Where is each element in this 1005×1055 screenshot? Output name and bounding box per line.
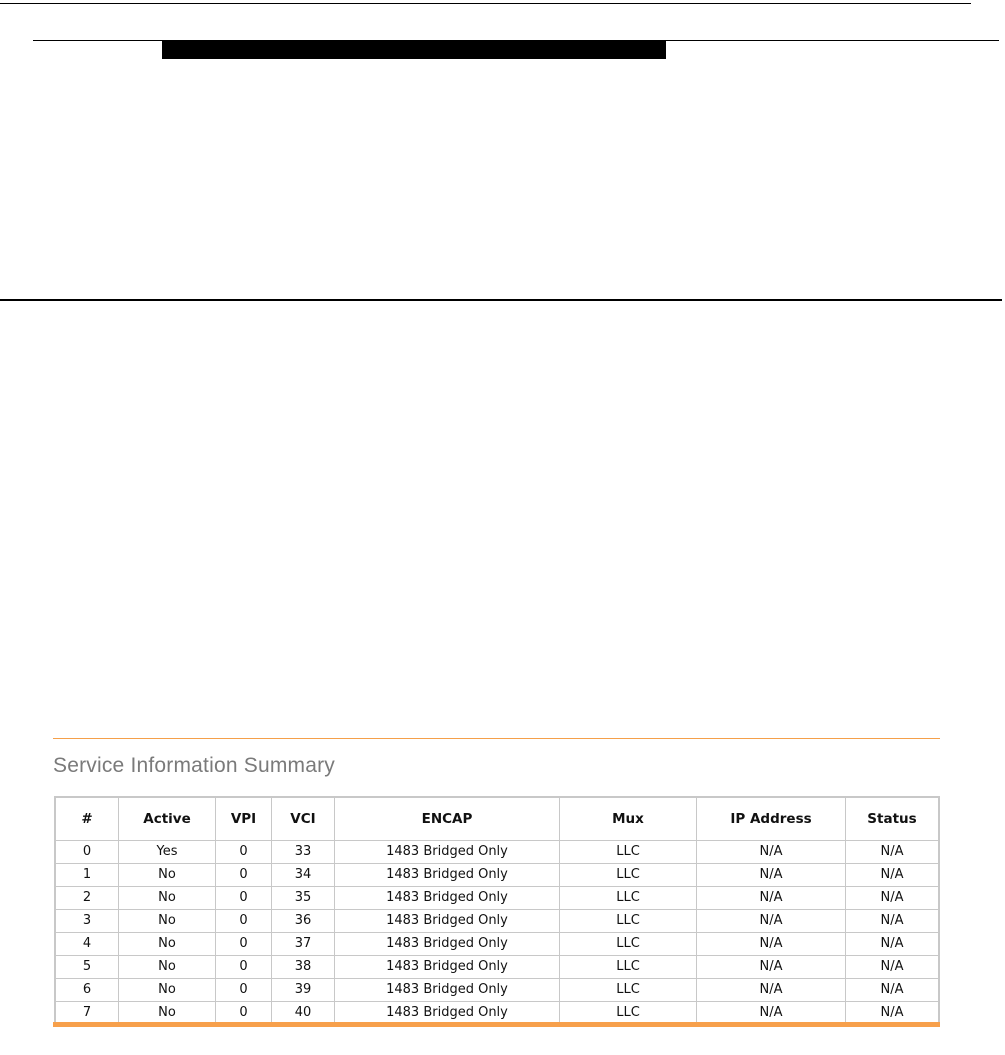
cell-vci: 36	[272, 910, 335, 933]
cell-vpi: 0	[216, 841, 272, 864]
table-header-row	[55, 797, 939, 841]
cell-number: 5	[55, 956, 119, 979]
cell-number: 2	[55, 887, 119, 910]
cell-mux: LLC	[560, 887, 697, 910]
table-row	[55, 864, 939, 887]
cell-ip-address: N/A	[697, 933, 846, 956]
cell-number: 6	[55, 979, 119, 1002]
cell-vpi: 0	[216, 956, 272, 979]
cell-encap: 1483 Bridged Only	[335, 933, 560, 956]
cell-vci: 35	[272, 887, 335, 910]
table-row	[55, 910, 939, 933]
cell-vpi: 0	[216, 887, 272, 910]
cell-active: No	[119, 956, 216, 979]
cell-encap: 1483 Bridged Only	[335, 956, 560, 979]
cell-active: No	[119, 887, 216, 910]
cell-encap: 1483 Bridged Only	[335, 979, 560, 1002]
cell-status: N/A	[846, 956, 940, 979]
table-row	[55, 887, 939, 910]
cell-active: No	[119, 864, 216, 887]
cell-number: 4	[55, 933, 119, 956]
cell-encap: 1483 Bridged Only	[335, 841, 560, 864]
cell-vci: 34	[272, 864, 335, 887]
cell-status: N/A	[846, 887, 940, 910]
cell-ip-address: N/A	[697, 864, 846, 887]
cell-ip-address: N/A	[697, 1002, 846, 1026]
cell-number: 3	[55, 910, 119, 933]
cell-status: N/A	[846, 933, 940, 956]
section-divider-rule	[0, 299, 1002, 301]
cell-vci: 38	[272, 956, 335, 979]
header-encap: ENCAP	[335, 797, 560, 841]
cell-mux: LLC	[560, 864, 697, 887]
cell-vci: 40	[272, 1002, 335, 1026]
cell-mux: LLC	[560, 979, 697, 1002]
panel-title: Service Information Summary	[53, 754, 335, 777]
header-vci: VCI	[272, 797, 335, 841]
cell-ip-address: N/A	[697, 887, 846, 910]
cell-vpi: 0	[216, 910, 272, 933]
cell-encap: 1483 Bridged Only	[335, 1002, 560, 1026]
header-number: #	[55, 797, 119, 841]
cell-active: No	[119, 910, 216, 933]
cell-ip-address: N/A	[697, 979, 846, 1002]
cell-ip-address: N/A	[697, 910, 846, 933]
cell-active: Yes	[119, 841, 216, 864]
cell-mux: LLC	[560, 841, 697, 864]
cell-status: N/A	[846, 864, 940, 887]
cell-vpi: 0	[216, 979, 272, 1002]
cell-vpi: 0	[216, 864, 272, 887]
redaction-bar	[162, 40, 666, 59]
cell-active: No	[119, 1002, 216, 1026]
panel-bottom-accent-bar	[53, 1022, 940, 1027]
header-vpi: VPI	[216, 797, 272, 841]
cell-number: 0	[55, 841, 119, 864]
cell-encap: 1483 Bridged Only	[335, 887, 560, 910]
cell-vci: 39	[272, 979, 335, 1002]
cell-status: N/A	[846, 979, 940, 1002]
cell-vpi: 0	[216, 933, 272, 956]
table-row	[55, 979, 939, 1002]
cell-status: N/A	[846, 1002, 940, 1026]
table-row	[55, 933, 939, 956]
cell-encap: 1483 Bridged Only	[335, 864, 560, 887]
cell-vpi: 0	[216, 1002, 272, 1026]
header-status: Status	[846, 797, 940, 841]
table-row	[55, 841, 939, 864]
cell-ip-address: N/A	[697, 841, 846, 864]
cell-mux: LLC	[560, 910, 697, 933]
document-top-rule	[0, 3, 971, 4]
cell-mux: LLC	[560, 933, 697, 956]
cell-active: No	[119, 933, 216, 956]
table-row	[55, 956, 939, 979]
cell-number: 1	[55, 864, 119, 887]
service-summary-table	[54, 796, 940, 1026]
header-mux: Mux	[560, 797, 697, 841]
cell-ip-address: N/A	[697, 956, 846, 979]
cell-active: No	[119, 979, 216, 1002]
cell-status: N/A	[846, 910, 940, 933]
cell-status: N/A	[846, 841, 940, 864]
cell-vci: 33	[272, 841, 335, 864]
cell-encap: 1483 Bridged Only	[335, 910, 560, 933]
header-active: Active	[119, 797, 216, 841]
panel-top-accent-line	[53, 738, 940, 739]
cell-number: 7	[55, 1002, 119, 1026]
cell-vci: 37	[272, 933, 335, 956]
cell-mux: LLC	[560, 1002, 697, 1026]
header-ip-address: IP Address	[697, 797, 846, 841]
cell-mux: LLC	[560, 956, 697, 979]
